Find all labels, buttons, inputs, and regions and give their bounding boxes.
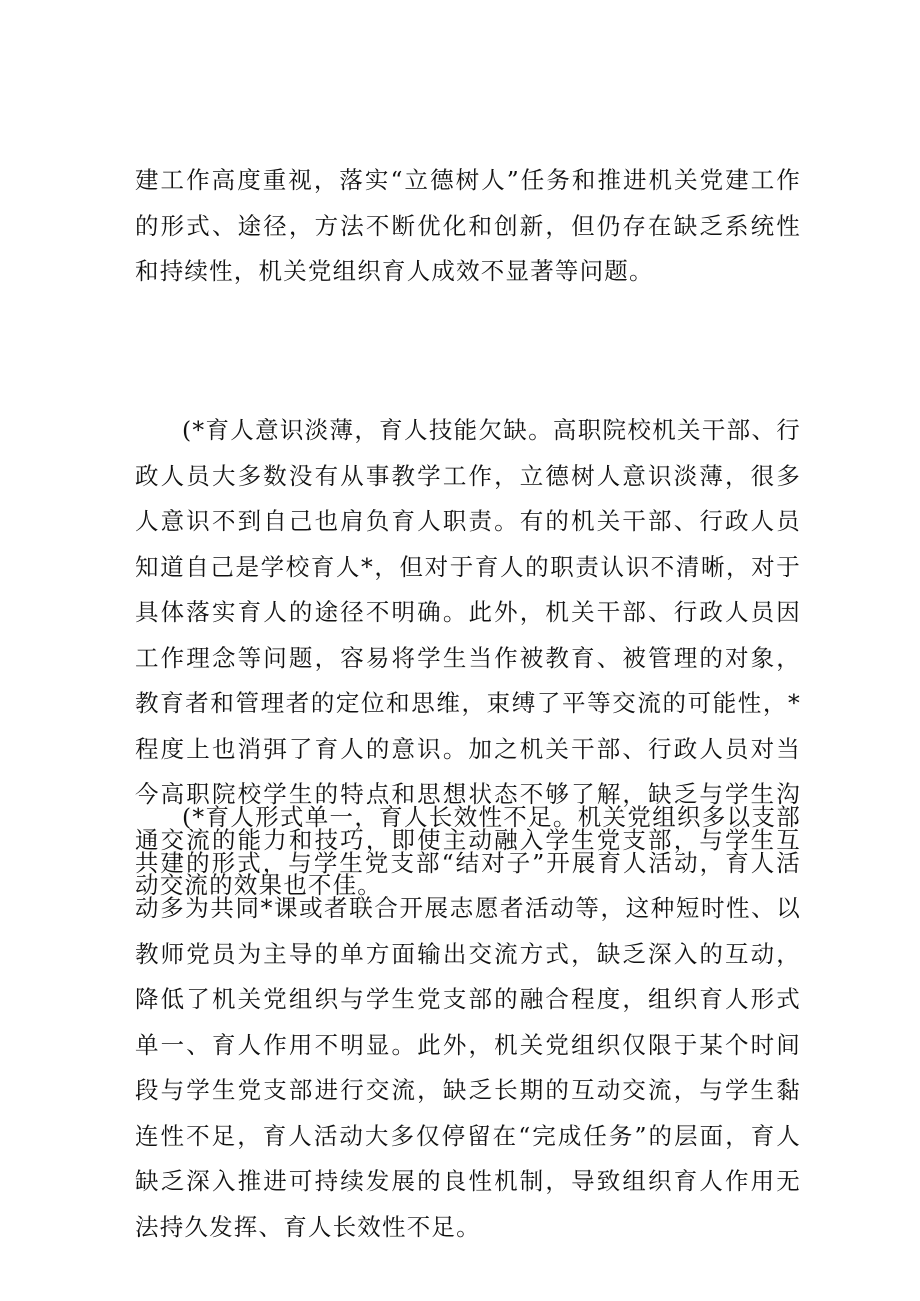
paragraph-continuation: 建工作高度重视，落实“立德树人”任务和推进机关党建工作的形式、途径，方法不断优化和创新，但仍存在缺乏系统性和持续性，机关党组织育人成效不显著等问题。 [135,166,801,285]
paragraph-education-awareness: (*育人意识淡薄，育人技能欠缺。高职院校机关干部、行政人员大多数没有从事教学工作，立德树人意识淡薄，很多人意识不到自己也肩负育人职责。有的机关干部、行政人员知道自己是学校育人*，但对于育人的职责认识不清晰，对于具体落实育人的途径不明确。此外，机关干部、行政人员因工作理念等问题，容易将学生当作被教育、被管理的对象，教育者和管理者的定位和思维，束缚了平等交流的可能性，*程度上也消弭了育人的意识。加之机关干部、行政人员对当今高职院校学生的特点和思想状态不够了解，缺乏与学生沟通交流的能力和技巧，即使主动融入学生党支部，与学生互动交流的效果也不佳。 [135,416,801,899]
paragraph-education-form: (*育人形式单一，育人长效性不足。机关党组织多以支部共建的形式，与学生党支部“结对子”开展育人活动，育人活动多为共同*课或者联合开展志愿者活动等，这种短时性、以教师党员为主导的单方面输出交流方式，缺乏深入的互动，降低了机关党组织与学生党支部的融合程度，组织育人形式单一、育人作用不明显。此外，机关党组织仅限于某个时间段与学生党支部进行交流，缺乏长期的互动交流，与学生黏连性不足，育人活动大多仅停留在“完成任务”的层面，育人缺乏深入推进可持续发展的良性机制，导致组织育人作用无法持久发挥、育人长效性不足。 [135,803,801,1241]
